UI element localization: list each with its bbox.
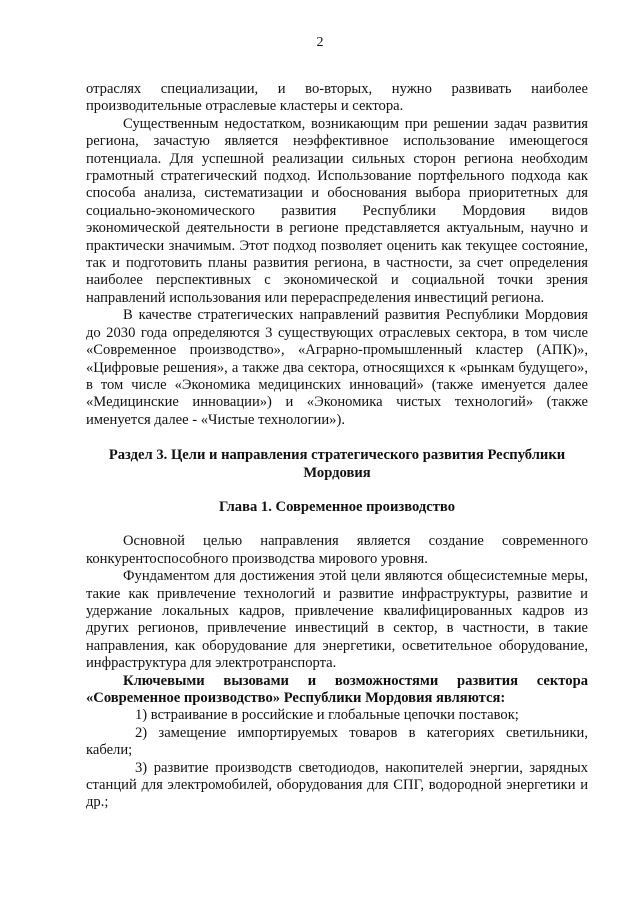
paragraph-portfolio-approach: Существенным недостатком, возникающим при решении задач развития региона, зачастую является неэффективное использование имеющегося потенциала. Для успешной реализации сильных сторон региона необходим грамотный стратегический подход. Использование портфельного подхода как способа анализа, систематизации и обоснования выбора приоритетных для социально-экономического развития Республики Мордовия видов экономической деятельности в регионе представляется актуальным, научно и практически значимым. Этот подход позволяет оценить как текущее состояние, так и подготовить планы развития региона, в частности, за счет определения наиболее перспективных с экономической и социальной точки зрения направлений использования или перераспределения инвестиций региона. [86,115,588,306]
section-heading: Раздел 3. Цели и направления стратегического развития Республики Мордовия [108,447,566,481]
paragraph-main-goal: Основной целью направления является создание современного конкурентоспособного производства мирового уровня. [86,533,588,567]
page-number: 2 [316,35,324,50]
document-body [86,81,588,812]
paragraph-key-challenges: Ключевыми вызовами и возможностями развития сектора «Современное производство» Республики Мордовия являются: [86,672,588,706]
paragraph-foundation: Фундаментом для достижения этой цели являются общесистемные меры, такие как привлечение технологий и развитие инфраструктуры, развитие и удержание локальных кадров, привлечение квалифицированных кадров из других регионов, привлечение инвестиций в сектор, в частности, в такие направления, как оборудование для энергетики, осветительное оборудование, инфраструктура для электротранспорта. [86,568,588,672]
list-item: 3) развитие производств светодиодов, накопителей энергии, зарядных станций для электромобилей, оборудования для СПГ, водородной энергетики и др.; [86,759,588,811]
list-item: 2) замещение импортируемых товаров в категориях светильники, кабели; [86,724,588,759]
list-item: 1) встраивание в российские и глобальные цепочки поставок; [135,707,519,724]
paragraph-strategic-directions: В качестве стратегических направлений развития Республики Мордовия до 2030 года определяются 3 существующих отраслевых сектора, в том числе «Современное производство», «Аграрно-промышленный кластер (АПК)», «Цифровые решения», а также два сектора, относящихся к «рынкам будущего», в том числе «Экономика медицинских инноваций» (также именуется далее «Медицинские инновации») и «Экономика чистых технологий» (также именуется далее - «Чистые технологии»). [86,307,588,428]
chapter-heading: Глава 1. Современное производство [218,498,455,515]
paragraph-continuation: отраслях специализации, и во-вторых, нужно развивать наиболее производительные отраслевые кластеры и сектора. [86,81,588,115]
